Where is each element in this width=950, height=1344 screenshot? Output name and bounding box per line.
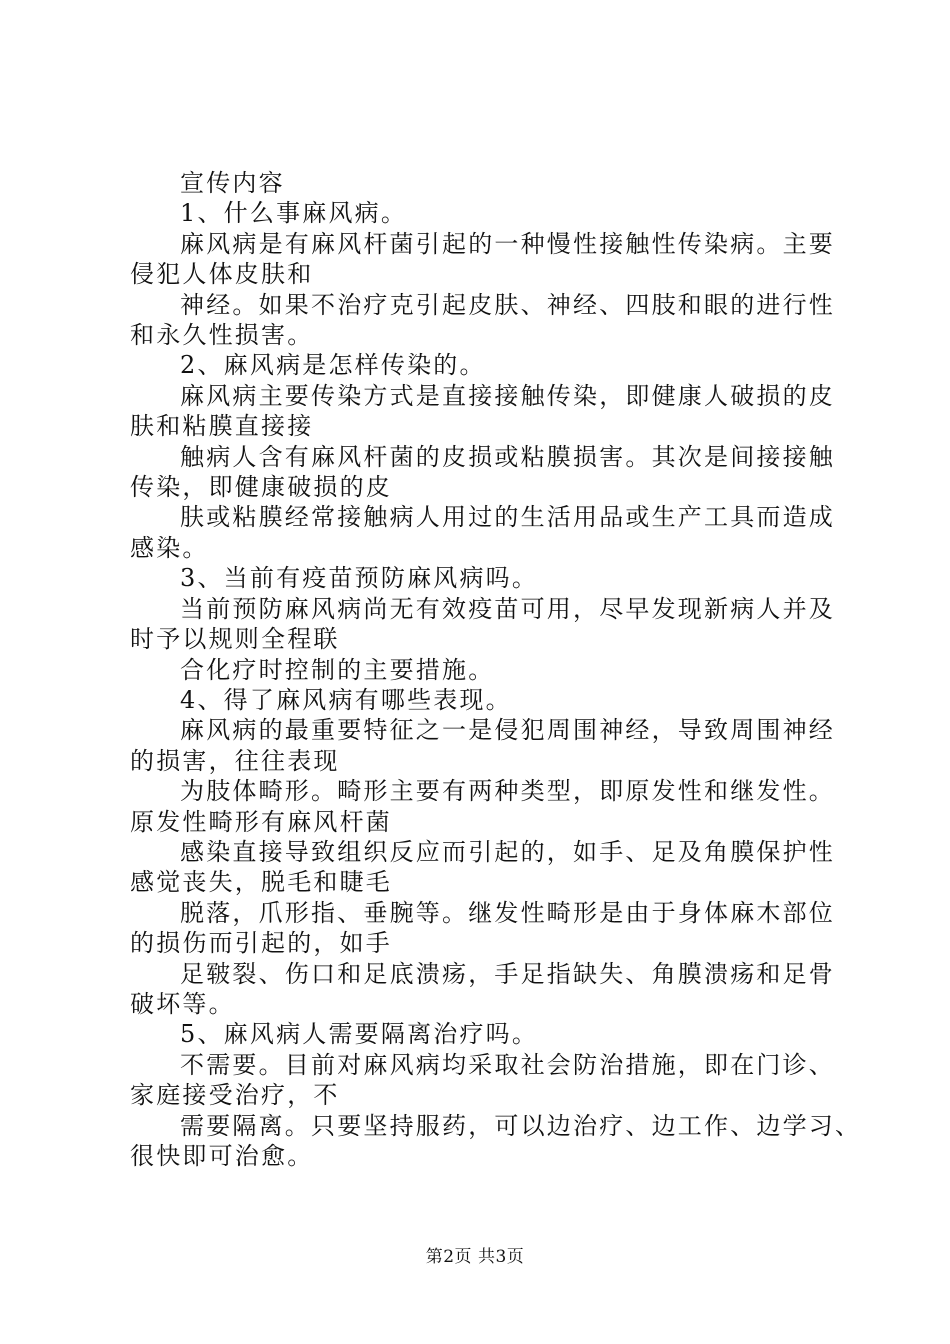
document-line: 3、当前有疫苗预防麻风病吗。 xyxy=(180,564,539,593)
document-body xyxy=(130,168,862,1171)
document-line: 触病人含有麻风杆菌的皮损或粘膜损害。其次是间接接触 xyxy=(180,442,835,471)
document-line: 1、什么事麻风病。 xyxy=(180,199,408,228)
document-line: 不需要。目前对麻风病均采取社会防治措施，即在门诊、 xyxy=(180,1050,835,1079)
document-line: 的损害，往往表现 xyxy=(130,746,340,775)
document-line: 麻风病主要传染方式是直接接触传染，即健康人破损的皮 xyxy=(180,381,835,410)
document-line: 需要隔离。只要坚持服药，可以边治疗、边工作、边学习、 xyxy=(180,1111,862,1140)
document-line: 合化疗时控制的主要措施。 xyxy=(180,655,495,684)
document-line: 感染直接导致组织反应而引起的，如手、足及角膜保护性 xyxy=(180,837,835,866)
document-line: 5、麻风病人需要隔离治疗吗。 xyxy=(180,1020,539,1049)
document-line: 感染。 xyxy=(130,533,209,562)
document-line: 家庭接受治疗，不 xyxy=(130,1081,340,1110)
document-line: 很快即可治愈。 xyxy=(130,1142,314,1170)
document-line: 宣传内容 xyxy=(180,169,285,197)
page-footer: 第2页 共3页 xyxy=(425,1247,525,1267)
document-line: 肤和粘膜直接接 xyxy=(130,412,314,441)
document-line: 肤或粘膜经常接触病人用过的生活用品或生产工具而造成 xyxy=(180,503,835,532)
document-line: 侵犯人体皮肤和 xyxy=(130,260,314,289)
document-line: 脱落，爪形指、垂腕等。继发性畸形是由于身体麻木部位 xyxy=(180,898,835,927)
document-line: 神经。如果不治疗克引起皮肤、神经、四肢和眼的进行性 xyxy=(180,290,835,319)
document-line: 破坏等。 xyxy=(130,989,235,1018)
document-line: 感觉丧失，脱毛和睫毛 xyxy=(130,868,392,897)
document-line: 4、得了麻风病有哪些表现。 xyxy=(180,685,512,714)
document-line: 传染，即健康破损的皮 xyxy=(130,473,392,502)
document-line: 原发性畸形有麻风杆菌 xyxy=(130,807,392,836)
document-line: 时予以规则全程联 xyxy=(130,625,340,654)
document-line: 2、麻风病是怎样传染的。 xyxy=(180,351,486,380)
document-line: 的损伤而引起的，如手 xyxy=(130,929,392,958)
document-line: 为肢体畸形。畸形主要有两种类型，即原发性和继发性。 xyxy=(180,777,835,806)
document-line: 麻风病的最重要特征之一是侵犯周围神经，导致周围神经 xyxy=(180,716,835,745)
document-line: 足皲裂、伤口和足底溃疡，手足指缺失、角膜溃疡和足骨 xyxy=(180,959,835,988)
document-line: 当前预防麻风病尚无有效疫苗可用，尽早发现新病人并及 xyxy=(180,594,835,623)
document-line: 麻风病是有麻风杆菌引起的一种慢性接触性传染病。主要 xyxy=(180,229,835,258)
document-line: 和永久性损害。 xyxy=(130,321,314,350)
